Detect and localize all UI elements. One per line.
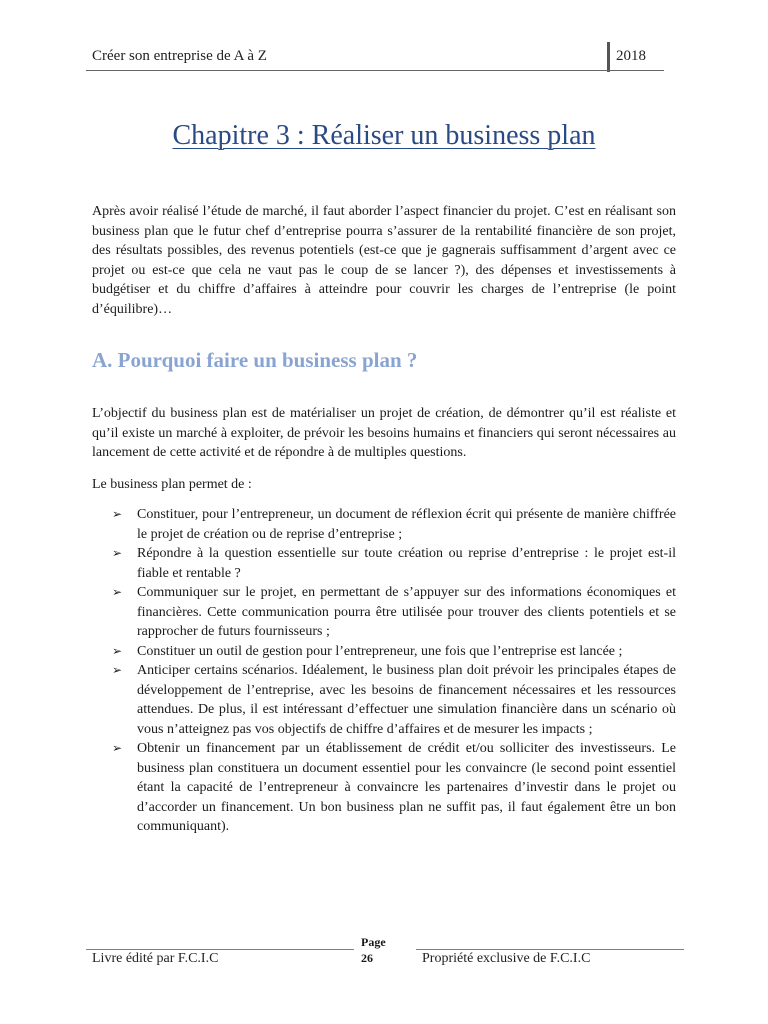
intro-paragraph: Après avoir réalisé l’étude de marché, il faut aborder l’aspect financier du projet. C’est en réalisant son business plan que le futur chef d’entreprise pourra s’assurer de la rentabilité financière de son projet, des résultats possibles, des revenus potentiels (est-ce que je gagnerais suffisamment d’argent avec ce projet ou est-ce que cela ne vaut pas le coup de se lancer ?), des dépenses et investissements à budgétiser et du chiffre d’affaires à atteindre pour couvrir les charges de l’entreprise (le point d’équilibre)… xyxy=(92,204,676,317)
list-item-text: Répondre à la question essentielle sur toute création ou reprise d’entreprise : le projet est-il fiable et rentable ? xyxy=(137,546,676,581)
list-item-text: Anticiper certains scénarios. Idéalement, le business plan doit prévoir les principales étapes de développement de l’entreprise, avec les besoins de financement nécessaires et les ressources attendues. De plus, il est intéressant d’effectuer une simulation financière dans un scénario où vous n’atteignez pas vos objectifs de chiffre d’affaires et de mesurer les impacts ; xyxy=(137,663,676,737)
section-a-title: A. Pourquoi faire un business plan ? xyxy=(92,348,418,372)
footer-rule-right xyxy=(416,949,684,950)
footer-rule-left xyxy=(86,949,354,950)
header-divider xyxy=(607,42,610,72)
arrow-bullet-icon: ➢ xyxy=(112,585,123,599)
list-item xyxy=(112,739,676,837)
arrow-bullet-icon: ➢ xyxy=(112,507,123,521)
list-item xyxy=(112,544,676,583)
bullet-list xyxy=(112,505,676,837)
footer-publisher: Livre édité par F.C.I.C xyxy=(92,951,219,966)
list-item-text: Constituer, pour l’entrepreneur, un document de réflexion écrit qui présente de manière chiffrée le projet de création ou de reprise d’entreprise ; xyxy=(137,507,676,542)
header-year: 2018 xyxy=(616,48,646,64)
page-label: Page xyxy=(361,935,386,949)
footer-copyright: Propriété exclusive de F.C.I.C xyxy=(422,951,591,966)
list-item xyxy=(112,642,676,662)
list-item-text: Constituer un outil de gestion pour l’entrepreneur, une fois que l’entreprise est lancée ; xyxy=(137,643,623,659)
chapter-title: Chapitre 3 : Réaliser un business plan xyxy=(172,120,596,151)
arrow-bullet-icon: ➢ xyxy=(112,663,123,677)
list-item xyxy=(112,583,676,642)
section-a-paragraph: L’objectif du business plan est de matérialiser un projet de création, de démontrer qu’il est réaliste et qu’il existe un marché à exploiter, de prévoir les besoins humains et financiers qui seront nécessaires au lancement de cette activité et de répondre à de multiples questions. xyxy=(92,406,676,460)
list-item-text: Communiquer sur le projet, en permettant de s’appuyer sur des informations économiques et financières. Cette communication pourra être utilisée pour trouver des clients potentiels et se rapprocher de futurs fournisseurs ; xyxy=(137,585,676,639)
arrow-bullet-icon: ➢ xyxy=(112,741,123,755)
page-number-block xyxy=(361,934,386,966)
list-item xyxy=(112,505,676,544)
header-title: Créer son entreprise de A à Z xyxy=(92,48,267,64)
arrow-bullet-icon: ➢ xyxy=(112,546,123,560)
list-item-text: Obtenir un financement par un établissement de crédit et/ou solliciter des investisseurs. Le business plan constituera un document essentiel pour les convaincre (le second point essentiel étant la capacité de l’entrepreneur à convaincre les partenaires d’investir dans le projet ou d’accorder un financement. Un bon business plan ne suffit pas, il faut également être un bon communiquant). xyxy=(137,741,676,834)
list-intro: Le business plan permet de : xyxy=(92,477,252,492)
list-item xyxy=(112,661,676,739)
page-number: 26 xyxy=(361,951,373,965)
arrow-bullet-icon: ➢ xyxy=(112,643,123,658)
header-rule xyxy=(86,70,664,71)
